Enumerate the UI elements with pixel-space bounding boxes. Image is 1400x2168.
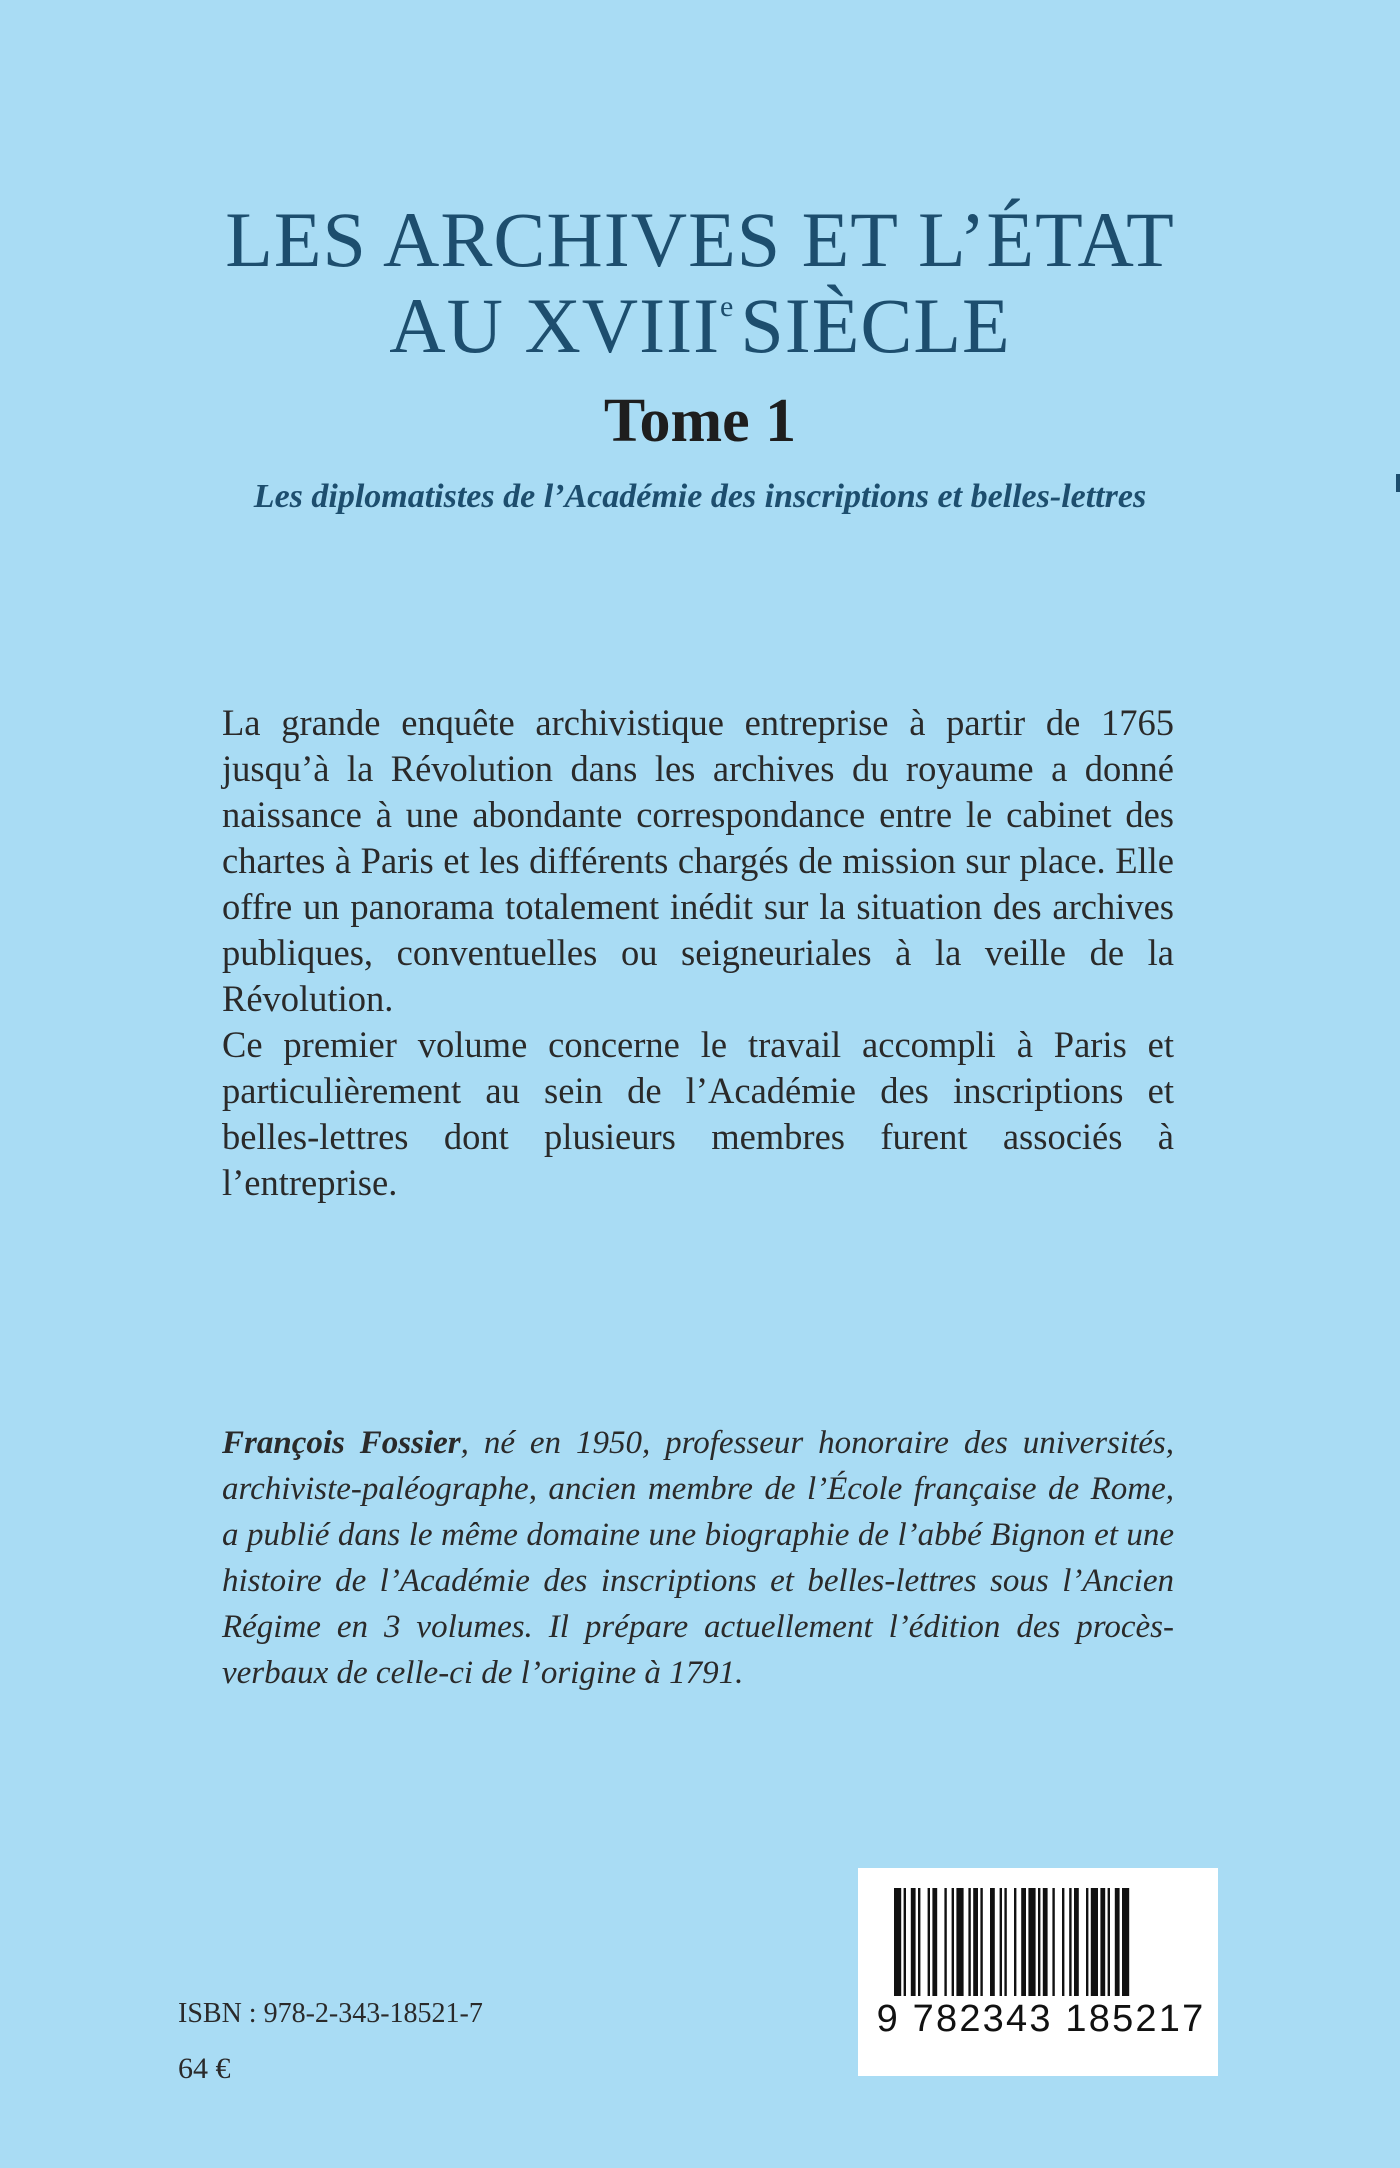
barcode-bar (980, 1888, 982, 1996)
summary-text (222, 700, 1174, 1206)
barcode-bar (1014, 1888, 1016, 1996)
barcode-bar (928, 1888, 930, 1996)
isbn-text: ISBN : 978-2-343-18521-7 (178, 1998, 483, 2029)
barcode-bar (1004, 1888, 1006, 1996)
barcode-graphic (894, 1888, 1184, 1996)
barcode-bar (918, 1888, 920, 1996)
barcode-bar (1069, 1888, 1071, 1996)
book-subtitle: Les diplomatistes de l’Académie des inscriptions et belles-lettres (253, 478, 1147, 515)
book-title-line1: LES ARCHIVES ET L’ÉTAT (225, 196, 1175, 283)
price-text: 64 € (178, 2052, 231, 2085)
book-title-line2-prefix: AU XVIII (389, 282, 721, 369)
summary-paragraph-1: La grande enquête archivistique entreprise à partir de 1765 jusqu’à la Révolution dans les archives du royaume a donné naissance à une abondante correspondance entre le cabinet des chartes à Paris et les différents chargés de mission sur place. Elle offre un panorama totalement inédit sur la situation des archives publiques, conventuelles ou seigneuriales à la veille de la Révolution. (222, 702, 1174, 1019)
barcode-bar (944, 1888, 946, 1996)
barcode-panel (858, 1868, 1218, 2076)
barcode-bar (990, 1888, 995, 1996)
barcode-bar (1062, 1888, 1064, 1996)
barcode-bar (956, 1888, 963, 1996)
barcode-bar (1043, 1888, 1048, 1996)
barcode-bar (1108, 1888, 1110, 1996)
barcode-bar (973, 1888, 978, 1996)
barcode-bar (894, 1888, 901, 1996)
barcode-bar (1122, 1888, 1129, 1996)
barcode-bar (1052, 1888, 1054, 1996)
barcode-bar (1028, 1888, 1035, 1996)
book-title-line2 (0, 282, 1400, 387)
summary-paragraph-2: Ce premier volume concerne le travail accompli à Paris et particulièrement au sein de l’Académie des inscriptions et belles-lettres dont plusieurs membres furent associés à l’entreprise. (222, 1024, 1174, 1203)
barcode-bar (911, 1888, 916, 1996)
barcode-bar (1086, 1888, 1088, 1996)
barcode-bar (1100, 1888, 1105, 1996)
book-title-superscript: e (720, 290, 735, 323)
barcode-bar (968, 1888, 970, 1996)
author-bio-text: , né en 1950, professeur honoraire des universités, archiviste-paléographe, ancien membre de l’École française de Rome, a publié dans le même domaine une biographie de l’abbé Bignon et une histoire de l’Académie des inscriptions et belles-lettres sous l’Ancien Régime en 3 volumes. Il prépare actuellement l’édition des procès-verbaux de celle-ci de l’origine à 1791. (222, 1425, 1174, 1691)
barcode-digits: 9 782343 185217 (876, 1998, 1206, 2040)
volume-label: Tome 1 (603, 387, 797, 455)
barcode-bar (1038, 1888, 1040, 1996)
barcode-bar (1021, 1888, 1026, 1996)
barcode-bar (904, 1888, 906, 1996)
book-title-line2-suffix: SIÈCLE (740, 282, 1011, 369)
barcode-bar (1000, 1888, 1002, 1996)
barcode-bar (952, 1888, 954, 1996)
author-name: François Fossier (222, 1425, 461, 1461)
author-bio (222, 1420, 1174, 1696)
barcode-bar (1115, 1888, 1120, 1996)
barcode-bar (1074, 1888, 1079, 1996)
barcode-bar (1091, 1888, 1098, 1996)
spine-edge-mark (1396, 474, 1400, 492)
barcode-bar (932, 1888, 937, 1996)
